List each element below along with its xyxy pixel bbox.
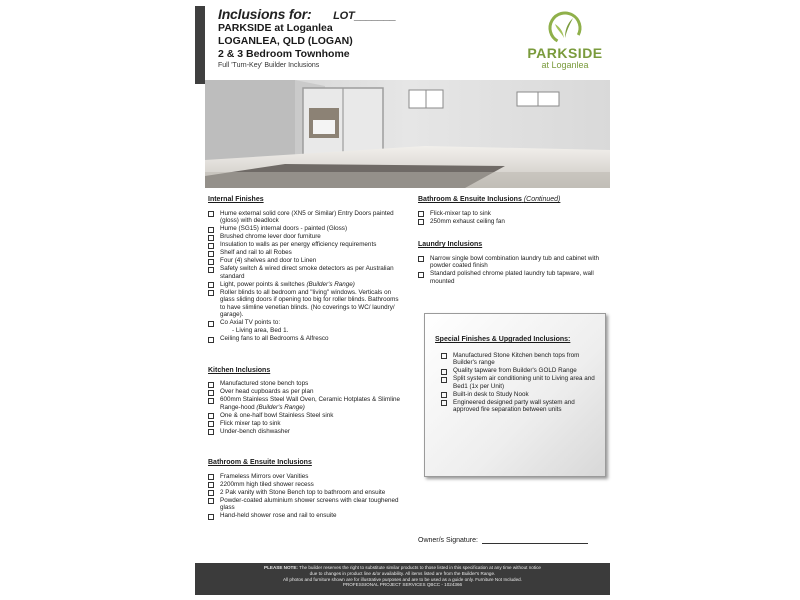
header: [218, 6, 478, 71]
list-item: Shelf and rail to all Robes: [208, 249, 400, 257]
home-type: 2 & 3 Bedroom Townhome: [218, 48, 350, 60]
note-label: PLEASE NOTE:: [264, 565, 298, 570]
logo-name: PARKSIDE: [527, 45, 603, 61]
bathroom-cont-title: [418, 196, 604, 204]
footer-line-2: due to changes in product line &/or availability. All items listed are from the Builder's Range.: [309, 570, 496, 576]
list-item: Engineered designed party wall system and approved fire separation between units: [441, 399, 599, 414]
left-column: [208, 196, 400, 520]
list-item: Safety switch & wired direct smoke detectors as per Australian standard: [208, 265, 400, 280]
list-item: Over head cupboards as per plan: [208, 388, 400, 396]
list-item: 2200mm high tiled shower recess: [208, 481, 400, 489]
header-accent-bar: [195, 6, 205, 84]
list-item: Hand-held shower rose and rail to ensuite: [208, 512, 400, 520]
bathroom-cont-list: [418, 210, 604, 226]
list-item-text: 600mm Stainless Steel Wall Oven, Ceramic Hotplates & Slimline Range-hood: [220, 396, 400, 411]
owner-signature: [418, 536, 588, 544]
laundry-title: Laundry Inclusions: [418, 241, 483, 249]
list-item: Four (4) shelves and door to Linen: [208, 257, 400, 265]
lot-number: LOT_______: [333, 10, 396, 22]
list-item-text: Co Axial TV points to:: [220, 319, 281, 327]
header-subtitle: Full 'Turn-Key' Builder Inclusions: [218, 62, 320, 69]
location: LOGANLEA, QLD (LOGAN): [218, 35, 353, 47]
footer-line-3: All photos and furniture shown are for illustrative purposes and are to be used as a guide only. Furniture Not Included.: [283, 576, 522, 582]
list-item: Flick mixer tap to sink: [208, 420, 400, 428]
list-item: Hume external solid core (XN5 or Similar) Entry Doors painted (gloss) with deadlock: [208, 210, 400, 225]
list-item: Manufactured stone bench tops: [208, 380, 400, 388]
kitchen-list: [208, 380, 400, 435]
internal-title: Internal Finishes: [208, 196, 264, 203]
list-item-text: Light, power points & switches: [220, 280, 305, 288]
header-title-row: [218, 6, 478, 22]
list-item: Quality tapware from Builder's GOLD Range: [441, 367, 599, 375]
bathroom-title: Bathroom & Ensuite Inclusions: [208, 459, 312, 467]
footer-text-1: The builder reserves the right to substitute similar products to those listed in this specification at any time without notice: [299, 565, 541, 570]
list-item: Ceiling fans to all Bedrooms & Alfresco: [208, 335, 400, 343]
special-finishes-box: [424, 313, 606, 477]
list-item: Frameless Mirrors over Vanities: [208, 473, 400, 481]
footer-disclaimer: [195, 563, 610, 595]
bathroom-list: [208, 473, 400, 520]
logo-tagline: at Loganlea: [541, 60, 589, 70]
list-item: [208, 281, 400, 289]
builder-range-note: (Builder's Range): [256, 403, 305, 411]
list-item: Powder-coated aluminium shower screens with clear toughened glass: [208, 497, 400, 512]
signature-line[interactable]: [482, 536, 588, 544]
list-item: Flick-mixer tap to sink: [418, 210, 604, 218]
list-item: Under-bench dishwasher: [208, 428, 400, 436]
right-column: [418, 196, 604, 286]
parkside-logo: [520, 8, 610, 74]
bathroom-cont-title-text: Bathroom & Ensuite Inclusions: [418, 196, 522, 203]
continued-note: (Continued): [523, 196, 561, 203]
list-item: Hume (SG15) internal doors - painted (Gloss): [208, 225, 400, 233]
list-item: Built-in desk to Study Nook: [441, 391, 599, 399]
list-item: [208, 396, 400, 411]
signature-label: Owner/s Signature:: [418, 537, 478, 544]
list-item: 2 Pak vanity with Stone Bench top to bathroom and ensuite: [208, 489, 400, 497]
footer-line-4: PROFESSIONAL PROJECT SERVICES QBCC - 1024366: [342, 582, 463, 588]
internal-list: [208, 210, 400, 343]
kitchen-title: Kitchen Inclusions: [208, 366, 271, 374]
tv-points-sub: - Living area, Bed 1.: [232, 327, 289, 335]
list-item: Insulation to walls as per energy efficiency requirements: [208, 241, 400, 249]
header-title: Inclusions for:: [218, 6, 312, 22]
laundry-list: [418, 255, 604, 286]
list-item: Brushed chrome lever door furniture: [208, 233, 400, 241]
list-item: Roller blinds to all bedroom and "living" windows. Verticals on glass sliding doors if opening too big for roller blinds. Bathrooms to have slimline venetian blinds. (No coverings to WC/ laundry/ garage).: [208, 289, 400, 319]
leaf-logo-icon: [545, 8, 585, 46]
list-item: Standard polished chrome plated laundry tub tapware, wall mounted: [418, 270, 604, 285]
list-item: 250mm exhaust ceiling fan: [418, 218, 604, 226]
builder-range-note: (Builder's Range): [306, 280, 355, 288]
special-list: [441, 352, 599, 414]
estate-name: PARKSIDE at Loganlea: [218, 22, 333, 34]
list-item: Narrow single bowl combination laundry tub and cabinet with powder coated finish: [418, 255, 604, 270]
list-item: Manufactured Stone Kitchen bench tops from Builder's range: [441, 352, 599, 367]
special-title: Special Finishes & Upgraded Inclusions:: [435, 336, 571, 343]
bedroom-image: [205, 80, 610, 188]
list-item: Split system air conditioning unit to Living area and Bed1 (1x per Unit): [441, 375, 599, 390]
list-item: One & one-half bowl Stainless Steel sink: [208, 412, 400, 420]
list-item: [208, 319, 400, 334]
bedroom-photo: [205, 80, 610, 188]
